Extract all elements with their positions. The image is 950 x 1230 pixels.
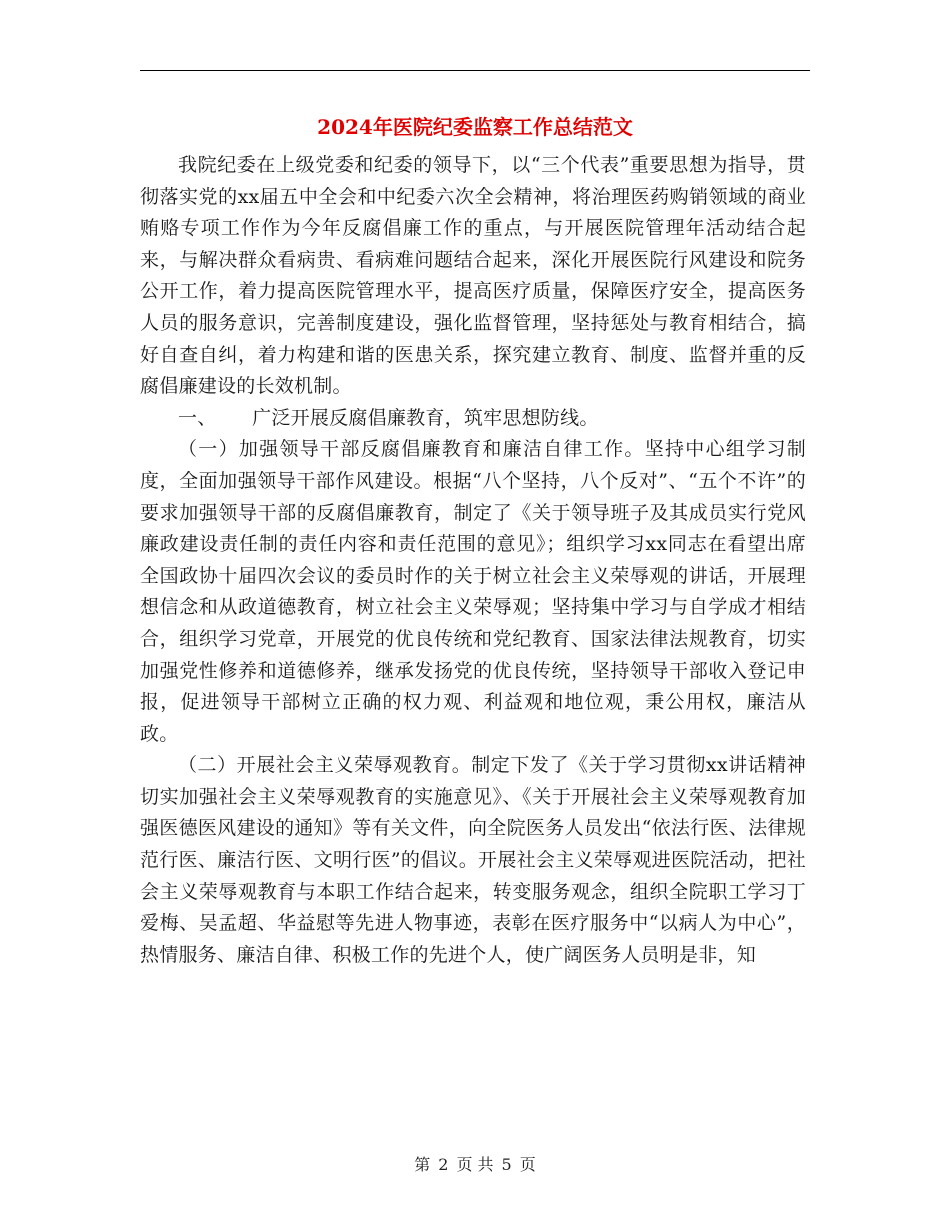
subsection-2-paragraph: （二）开展社会主义荣辱观教育。制定下发了《关于学习贯彻xx讲话精神切实加强社会主义荣辱观教育的实施意见》、《关于开展社会主义荣辱观教育加强医德医风建设的通知》等有关文件，向全院医务人员发出“依法行医、法律规范行医、廉洁行医、文明行医”的倡议。开展社会主义荣辱观进医院活动，把社会主义荣辱观教育与本职工作结合起来，转变服务观念，组织全院职工学习丁爱梅、吴孟超、华益慰等先进人物事迹，表彰在医疗服务中“以病人为中心”，热情服务、廉洁自律、积极工作的先进个人，使广阔医务人员明是非，知: [140, 754, 806, 966]
footer-current-page: 2: [438, 1155, 449, 1174]
intro-paragraph: 我院纪委在上级党委和纪委的领导下，以“三个代表”重要思想为指导，贯彻落实党的xx届五中全会和中纪委六次全会精神，将治理医药购销领域的商业贿赂专项工作作为今年反腐倡廉工作的重点，与开展医院管理年活动结合起来，与解决群众看病贵、看病难问题结合起来，深化开展医院行风建设和院务公开工作，着力提高医院管理水平，提高医疗质量，保障医疗安全，提高医务人员的服务意识，完善制度建设，强化监督管理，坚持惩处与教育相结合，搞好自查自纠，着力构建和谐的医患关系，探究建立教育、制度、监督并重的反腐倡廉建设的长效机制。: [140, 154, 806, 398]
document-body: [140, 150, 806, 971]
footer-prefix: 第: [414, 1155, 431, 1174]
subsection-1-paragraph: （一）加强领导干部反腐倡廉教育和廉洁自律工作。坚持中心组学习制度，全面加强领导干部作风建设。根据“八个坚持，八个反对”、“五个不许”的要求加强领导干部的反腐倡廉教育，制定了《关于领导班子及其成员实行党风廉政建设责任制的责任内容和责任范围的意见》；组织学习xx同志在看望出席全国政协十届四次会议的委员时作的关于树立社会主义荣辱观的讲话，开展理想信念和从政道德教育，树立社会主义荣辱观；坚持集中学习与自学成才相结合，组织学习党章，开展党的优良传统和党纪教育、国家法律法规教育，切实加强党性修养和道德修养，继承发扬党的优良传统，坚持领导干部收入登记申报，促进领导干部树立正确的权力观、利益观和地位观，秉公用权，廉洁从政。: [140, 438, 806, 745]
footer-middle: 页 共: [456, 1155, 494, 1174]
section-heading-text: 广泛开展反腐倡廉教育，筑牢思想防线。: [252, 406, 599, 429]
header-rule: [140, 70, 810, 71]
footer-suffix: 页: [519, 1155, 536, 1174]
document-title: 2024年医院纪委监察工作总结范文: [317, 115, 633, 139]
section-number: 一、: [178, 406, 217, 429]
footer-total-pages: 5: [501, 1155, 512, 1174]
page-footer: [0, 1152, 950, 1175]
section-heading: [140, 403, 806, 435]
